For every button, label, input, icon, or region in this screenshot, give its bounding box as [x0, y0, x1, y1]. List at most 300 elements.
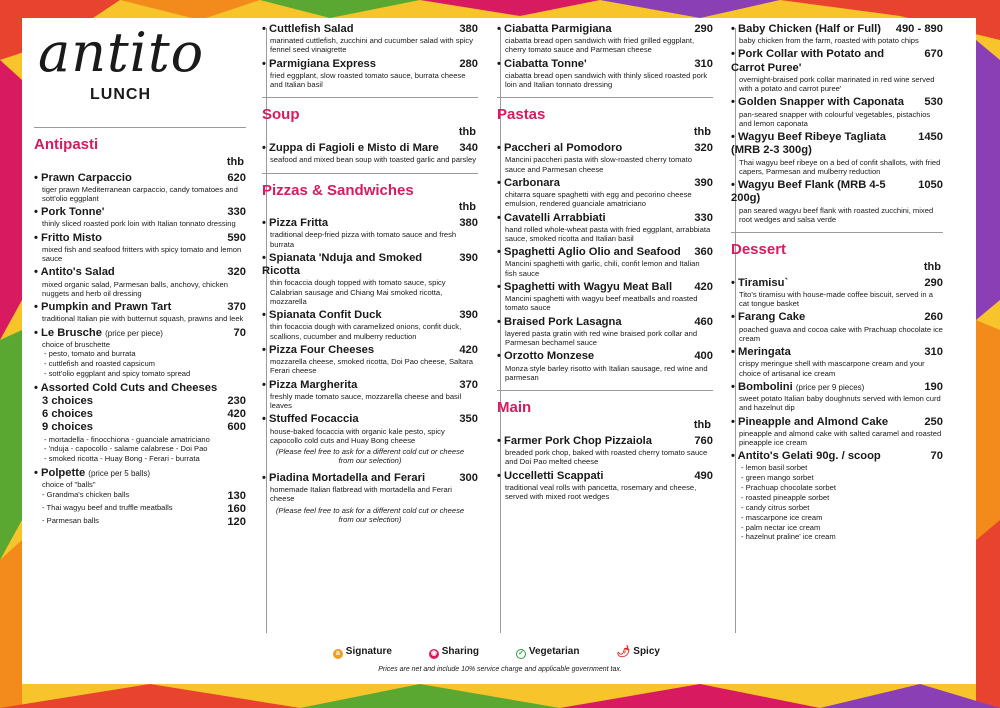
section-title-antipasti: Antipasti	[34, 135, 99, 153]
polpette-option-row	[34, 490, 246, 503]
menu-item-name	[34, 266, 115, 279]
menu-item-name	[731, 179, 914, 205]
choice-row	[34, 395, 246, 408]
menu-item-title: Uccelletti Scappati	[504, 469, 604, 482]
menu-item-description: choice of bruschette	[42, 339, 110, 349]
menu-item-price: 380	[459, 23, 478, 35]
menu-item-option: - sott'olio eggplant and spicy tomato spread	[44, 368, 191, 378]
menu-item-description: mozzarella cheese, smoked ricotta, Doi Pao cheese, Saltara Ferari cheese	[270, 357, 474, 376]
menu-item-row	[731, 48, 943, 74]
menu-item-note: (Please feel free to ask for a different cold cut or cheese from our selection)	[275, 447, 465, 465]
menu-item	[731, 96, 943, 128]
menu-item-description: thin focaccia dough with caramelized onions, confit duck, scallions, cucumber and mulberry reduction	[270, 322, 462, 341]
menu-item	[262, 217, 478, 249]
menu-item-description: mixed fish and seafood fritters with spicy tomato and lemon sauce	[42, 244, 242, 264]
cold-cut-option: - 'nduja - capocollo - salame calabrese - Doi Pao	[44, 444, 208, 454]
menu-item-name	[262, 309, 382, 322]
column-4	[731, 20, 943, 542]
brand-logo: antito	[38, 21, 205, 84]
pasta-list	[497, 142, 713, 382]
menu-item-option: - Prachuap chocolate sorbet	[741, 483, 836, 493]
sharing-icon: ◉	[430, 650, 438, 657]
menu-item-description: ciabatta bread open sandwich with thinly sliced roasted pork loin and Italian tonnato dressing	[505, 70, 708, 90]
menu-item	[34, 327, 246, 379]
currency-label: thb	[226, 155, 244, 168]
menu-item-price: 280	[459, 57, 478, 70]
menu-item-title: Pizza Four Cheeses	[269, 343, 375, 356]
menu-item-option: - candy citrus sorbet	[741, 502, 810, 512]
menu-item	[497, 316, 713, 348]
menu-item-row	[262, 379, 478, 392]
divider	[262, 173, 478, 174]
menu-item-name	[262, 344, 374, 357]
polpette-option-row	[34, 516, 246, 529]
main-list	[497, 435, 713, 501]
menu-item-option: - lemon basil sorbet	[741, 463, 808, 473]
polpette-option-price: 130	[227, 489, 246, 502]
menu-item-name	[497, 281, 672, 294]
menu-item-price: 290	[924, 276, 943, 289]
menu-subtitle: LUNCH	[90, 86, 151, 103]
choice-price: 420	[227, 408, 246, 421]
menu-item-name	[731, 450, 881, 463]
menu-item-row	[731, 346, 943, 359]
menu-item-row	[262, 58, 478, 71]
menu-item	[731, 277, 943, 309]
menu-item-description: poached guava and cocoa cake with Prachuap chocolate ice cream	[739, 324, 943, 343]
menu-item-name	[497, 470, 604, 483]
menu-item-row	[34, 467, 246, 480]
choice-price: 600	[227, 421, 246, 434]
menu-item-price: 70	[233, 326, 246, 339]
menu-item-title: Pork Tonne'	[41, 206, 105, 219]
menu-item-name	[34, 301, 171, 314]
menu-item-price: 190	[924, 380, 943, 393]
menu-item-title: Ciabatta Tonne'	[504, 57, 587, 70]
menu-item-price: 320	[227, 266, 246, 279]
divider	[262, 97, 478, 98]
menu-item-title: Antito's Salad	[40, 266, 115, 279]
menu-item-name	[497, 142, 622, 155]
choice-row	[34, 408, 246, 421]
legend-spicy: 🌶 Spicy	[616, 646, 660, 658]
menu-item-row	[34, 382, 246, 395]
menu-item-name	[497, 58, 587, 71]
menu-item-price: 490 - 890	[895, 23, 943, 35]
menu-item	[731, 346, 943, 378]
menu-item	[262, 472, 478, 528]
menu-item	[497, 212, 713, 244]
menu-item-option: - mascarpone ice cream	[741, 512, 823, 522]
menu-item	[34, 172, 246, 204]
menu-item-name	[731, 311, 805, 324]
vegetarian-icon: ✓	[516, 649, 526, 659]
menu-item-price: 380	[459, 217, 478, 230]
menu-item-price: 350	[459, 413, 478, 426]
menu-item-title: Pizza Margherita	[269, 378, 358, 391]
menu-item-description: thinly sliced roasted pork loin with Italian tonnato dressing	[42, 219, 236, 229]
polpette-option-row	[34, 503, 246, 516]
chili-pepper-icon: 🌶	[616, 646, 631, 658]
menu-item-title: Farang Cake	[738, 311, 806, 324]
section-title-soup: Soup	[262, 106, 300, 124]
col4-top-list	[731, 23, 943, 224]
menu-item-row	[34, 327, 246, 340]
divider	[34, 127, 246, 128]
menu-item-price: 390	[459, 309, 478, 322]
menu-item-price: 330	[227, 206, 246, 219]
menu-item-description: tiger prawn Mediterranean carpaccio, candy tomatoes and sott'olio eggplant	[42, 184, 238, 203]
section-title-dessert: Dessert	[731, 241, 787, 258]
menu-item-price: 460	[694, 315, 713, 328]
menu-item-row	[497, 316, 713, 329]
polpette-option-price: 120	[227, 516, 246, 529]
menu-item-row	[262, 23, 478, 36]
menu-item-row	[262, 252, 478, 278]
menu-item-price: 490	[694, 469, 713, 482]
menu-item-row	[262, 344, 478, 357]
menu-item-description: Tito's tiramisu with house-made coffee biscuit, served in a cat tongue basket	[739, 289, 933, 309]
menu-item-description: Mancini paccheri pasta with slow-roasted cherry tomato sauce and Parmesan cheese	[505, 155, 692, 174]
menu-item-row	[262, 413, 478, 426]
menu-item	[497, 470, 713, 502]
menu-item-price: 620	[227, 171, 246, 184]
menu-item-price: 1050	[918, 179, 943, 192]
menu-item-title: Prawn Carpaccio	[41, 171, 132, 184]
menu-item-price: 370	[459, 378, 478, 391]
menu-item-title: Wagyu Beef Ribeye Tagliata (MRB 2-3 300g)	[731, 131, 886, 157]
menu-item-price: 390	[459, 251, 478, 264]
menu-item-title: Spaghetti with Wagyu Meat Ball	[504, 280, 673, 293]
menu-item-description: Mancini spaghetti with wagyu beef meatballs and roasted tomato sauce	[505, 294, 698, 313]
menu-item-price: 310	[924, 346, 943, 359]
menu-item-name	[262, 252, 455, 278]
divider	[497, 390, 713, 391]
menu-item-name	[497, 23, 612, 36]
icon-legend	[330, 646, 660, 659]
menu-item	[262, 252, 478, 306]
column-3	[497, 20, 713, 501]
menu-item-polpette	[34, 467, 246, 529]
menu-item-title: Parmigiana Express	[269, 57, 376, 70]
menu-item-name	[34, 172, 132, 185]
menu-item-title: Bombolini	[738, 380, 793, 393]
legend-vegetarian: ✓ Vegetarian	[513, 646, 579, 659]
menu-item-note: (Please feel free to ask for a different cold cut or cheese from our selection)	[275, 505, 465, 524]
menu-item-title: Paccheri al Pomodoro	[504, 142, 623, 155]
menu-item-description: seafood and mixed bean soup with toasted garlic and parsley	[270, 155, 477, 165]
menu-item-title: Le Brusche	[41, 326, 102, 339]
menu-item-title: Cavatelli Arrabbiati	[504, 211, 606, 224]
menu-item-row	[497, 435, 713, 448]
menu-item-row	[497, 23, 713, 36]
menu-item-name	[262, 23, 354, 36]
menu-item-row	[34, 232, 246, 245]
menu-item-description: crispy meringue shell with mascarpone cream and your choice of artisanal ice cream	[739, 359, 925, 378]
menu-item-title: Zuppa di Fagioli e Misto di Mare	[269, 142, 439, 155]
menu-item-name	[731, 23, 881, 36]
currency-label: thb	[458, 201, 476, 214]
col2-top-list	[262, 23, 478, 89]
section-title-pastas: Pastas	[497, 106, 546, 124]
menu-item	[34, 266, 246, 298]
menu-item	[731, 311, 943, 343]
menu-item	[262, 413, 478, 469]
menu-item-price: 590	[227, 231, 246, 244]
menu-item-note: (price per piece)	[105, 328, 163, 338]
menu-item	[731, 48, 943, 93]
divider	[731, 232, 943, 233]
pizza-list	[262, 217, 478, 527]
menu-item-name	[34, 467, 150, 480]
menu-item-row	[497, 246, 713, 259]
section-title-main: Main	[497, 399, 532, 417]
menu-item-row	[731, 381, 943, 394]
menu-item-title: Cuttlefish Salad	[269, 23, 354, 35]
menu-item-description: Thai wagyu beef ribeye on a bed of confit shallots, with fried capers, Parmesan and mulberry reduction	[739, 157, 941, 176]
menu-item-row	[731, 179, 943, 205]
signature-icon: a	[333, 649, 343, 659]
menu-item	[34, 301, 246, 323]
menu-item-row	[34, 301, 246, 314]
menu-item-title: Fritto Misto	[41, 231, 102, 244]
menu-item-note: (price per 5 balls)	[88, 469, 151, 479]
menu-item-title: Assorted Cold Cuts and Cheeses	[40, 381, 218, 394]
menu-item	[262, 23, 478, 55]
menu-item	[262, 379, 478, 411]
menu-item	[497, 350, 713, 382]
menu-item	[731, 381, 943, 413]
menu-item-price: 400	[694, 350, 713, 363]
menu-item-row	[497, 350, 713, 363]
menu-item-price: 760	[694, 434, 713, 447]
menu-item-name	[497, 316, 622, 329]
menu-item-name	[262, 217, 328, 230]
menu-item-title: Pizza Fritta	[269, 217, 329, 230]
menu-item-name	[34, 382, 217, 395]
menu-item-name	[262, 379, 357, 392]
menu-item-name	[34, 206, 104, 219]
menu-item-name	[262, 413, 359, 426]
menu-item-name	[497, 212, 606, 225]
menu-item-option: - hazelnut praline' ice cream	[741, 532, 836, 542]
menu-item-option: - cuttlefish and roasted capsicum	[44, 358, 156, 368]
menu-item-name	[497, 435, 652, 448]
menu-item-description: Mancini spaghetti with garlic, chili, confit lemon and Italian fish sauce	[505, 259, 700, 278]
menu-item-description: traditional Italian pie with butternut squash, prawns and leek	[42, 314, 244, 324]
menu-item-title: Pumpkin and Prawn Tart	[41, 301, 172, 314]
cold-cut-option: - smoked ricotta - Huay Bong - Ferari - burrata	[44, 454, 200, 464]
menu-item-row	[731, 450, 943, 463]
menu-item-description: pan seared wagyu beef flank with roasted zucchini, mixed root wedges and salsa verde	[739, 205, 934, 224]
menu-item-name	[731, 96, 904, 109]
menu-item-title: Piadina Mortadella and Ferari	[269, 471, 426, 484]
cold-cut-option: - mortadella - finocchiona - guanciale amatriciano	[44, 434, 210, 444]
menu-item	[497, 23, 713, 55]
menu-item-name	[497, 177, 560, 190]
menu-item-option: - pesto, tomato and burrata	[44, 349, 136, 359]
menu-item-row	[34, 172, 246, 185]
menu-item	[497, 177, 713, 209]
menu-item-price: 260	[924, 311, 943, 324]
menu-item-description: pan-seared snapper with colourful vegetables, pistachios and lemon caponata	[739, 109, 931, 128]
menu-item-name	[731, 416, 888, 429]
menu-item	[497, 142, 713, 174]
polpette-option-name: - Thai wagyu beef and truffle meatballs	[42, 502, 173, 512]
menu-item-option: - roasted pineapple sorbet	[741, 493, 830, 503]
column-2	[262, 20, 478, 528]
polpette-option-price: 160	[227, 502, 246, 515]
menu-item-price: 290	[694, 23, 713, 35]
menu-item-title: Baby Chicken (Half or Full)	[738, 23, 881, 35]
menu-item-description: traditional deep-fried pizza with tomato sauce and fresh burrata	[270, 230, 457, 249]
menu-item-price: 420	[459, 343, 478, 356]
menu-item-description: marinated cuttlefish, zucchini and cucumber salad with spicy fennel seed vinaigrette	[270, 36, 474, 55]
menu-item	[731, 23, 943, 45]
menu-item-description: baby chicken from the farm, roasted with potato chips	[739, 36, 919, 46]
legend-signature: a Signature	[330, 646, 392, 659]
menu-item	[497, 281, 713, 313]
antipasti-list	[34, 172, 246, 530]
menu-item-name	[731, 381, 864, 394]
menu-item-name	[731, 48, 920, 74]
menu-item-price: 320	[694, 142, 713, 155]
menu-item	[262, 58, 478, 90]
price-footnote: Prices are net and include 10% service charge and applicable government tax.	[378, 666, 622, 673]
menu-item-title: Spianata Confit Duck	[269, 309, 382, 322]
legend-sharing: ◉ Sharing	[430, 646, 479, 657]
menu-item-description: house-baked focaccia with organic kale pesto, spicy capocollo cold cuts and Huay Bong cheese	[270, 426, 445, 445]
menu-item	[731, 450, 943, 542]
menu-item-description: Monza style barley risotto with Italian sausage, red wine and parmesan	[505, 363, 708, 382]
menu-item-description: choice of "balls"	[42, 480, 96, 490]
menu-item-name	[497, 246, 681, 259]
menu-item-price: 310	[694, 57, 713, 70]
currency-label: thb	[923, 260, 941, 273]
menu-item-row	[731, 277, 943, 290]
menu-item-name	[262, 142, 439, 155]
menu-item-row	[731, 416, 943, 429]
menu-item-title: Pork Collar with Potato and Carrot Puree'	[731, 48, 885, 74]
menu-item-row	[34, 206, 246, 219]
menu-item-row	[497, 470, 713, 483]
menu-item	[34, 206, 246, 228]
menu-item-price: 670	[924, 48, 943, 61]
currency-label: thb	[693, 418, 711, 431]
menu-item-title: Ciabatta Parmigiana	[504, 23, 612, 35]
menu-item-row	[731, 96, 943, 109]
menu-item-row	[34, 266, 246, 279]
menu-item-name	[262, 472, 425, 485]
menu-item-description: overnight-braised pork collar marinated in red wine served with a potato and carrot puree'	[739, 74, 935, 94]
menu-item-price: 420	[694, 280, 713, 293]
menu-item-row	[262, 142, 478, 155]
menu-item-option: - green mango sorbet	[741, 473, 814, 483]
menu-item-row	[497, 177, 713, 190]
menu-item-name	[497, 350, 594, 363]
menu-item-title: Wagyu Beef Flank (MRB 4-5 200g)	[731, 179, 886, 205]
menu-item-row	[497, 212, 713, 225]
choice-row	[34, 421, 246, 434]
menu-item-row	[497, 281, 713, 294]
menu-item-title: Spaghetti Aglio Olio and Seafood	[504, 246, 681, 259]
menu-item-description: layered pasta gratin with red wine braised pork collar and Parmesan bechamel sauce	[505, 328, 698, 348]
currency-label: thb	[458, 126, 476, 139]
menu-item	[262, 142, 478, 164]
menu-item-price: 70	[930, 450, 943, 463]
menu-item	[34, 232, 246, 264]
menu-item-title: Golden Snapper with Caponata	[738, 96, 904, 109]
menu-item-row	[262, 472, 478, 485]
choice-name: 6 choices	[42, 408, 93, 421]
menu-item-name	[34, 327, 163, 340]
menu-item-note: (price per 9 pieces)	[795, 382, 865, 392]
menu-item-option: - palm nectar ice cream	[741, 522, 821, 532]
menu-item	[731, 131, 943, 176]
menu-item	[262, 309, 478, 341]
menu-item	[34, 382, 246, 395]
menu-item-name	[731, 131, 914, 157]
menu-item-price: 300	[459, 471, 478, 484]
menu-item-name	[34, 232, 102, 245]
menu-item-description: homemade Italian flatbread with mortadella and Ferari cheese	[270, 485, 452, 504]
menu-item	[497, 246, 713, 278]
menu-item-title: Farmer Pork Chop Pizzaiola	[504, 434, 652, 447]
menu-item	[262, 344, 478, 376]
column-1	[34, 20, 246, 529]
menu-item-price: 370	[227, 301, 246, 314]
col3-top-list	[497, 23, 713, 89]
menu-item-title: Meringata	[738, 346, 791, 359]
divider	[497, 97, 713, 98]
menu-item-price: 330	[694, 211, 713, 224]
menu-item-row	[731, 311, 943, 324]
menu-item-title: Spianata 'Nduja and Smoked Ricotta	[262, 251, 423, 278]
menu-item	[497, 58, 713, 90]
menu-item-row	[497, 58, 713, 71]
section-title-pizzas: Pizzas & Sandwiches	[262, 181, 414, 199]
menu-item-description: mixed organic salad, Parmesan balls, anchovy, chicken nuggets and herb oil dressing	[42, 279, 228, 298]
menu-item	[731, 416, 943, 448]
menu-item	[497, 435, 713, 467]
menu-item-row	[262, 309, 478, 322]
menu-item-description: sweet potato Italian baby doughnuts served with lemon curd and hazelnut dip	[739, 394, 941, 413]
menu-item-row	[262, 217, 478, 230]
menu-item-title: Orzotto Monzese	[504, 350, 595, 363]
currency-label: thb	[693, 126, 711, 139]
menu-item-title: Antito's Gelati 90g. / scoop	[737, 450, 881, 463]
menu-item-price: 360	[694, 246, 713, 259]
menu-item-description: hand rolled whole-wheat pasta with fried eggplant, arrabbiata sauce, smoked ricotta and Italian basil	[505, 224, 711, 243]
menu-item-price: 530	[924, 96, 943, 109]
menu-item-name	[731, 277, 788, 290]
menu-item-title: Tiramisu`	[738, 276, 789, 289]
menu-item-title: Stuffed Focaccia	[269, 413, 359, 426]
menu-item	[731, 179, 943, 224]
menu-item-description: pineapple and almond cake with salted caramel and roasted pineapple ice cream	[739, 428, 942, 447]
menu-item-price: 390	[694, 176, 713, 189]
dessert-list	[731, 277, 943, 543]
choice-price: 230	[227, 394, 246, 407]
menu-item-row	[731, 23, 943, 36]
menu-item-name	[731, 346, 791, 359]
choice-name: 9 choices	[42, 421, 93, 434]
soup-list	[262, 142, 478, 164]
menu-item-description: chitarra square spaghetti with egg and pecorino cheese emulsion, rendered guanciale amatriciano	[505, 190, 692, 209]
menu-item-price: 250	[924, 415, 943, 428]
polpette-option-name: - Parmesan balls	[42, 516, 99, 526]
menu-item-title: Pineapple and Almond Cake	[738, 415, 889, 428]
